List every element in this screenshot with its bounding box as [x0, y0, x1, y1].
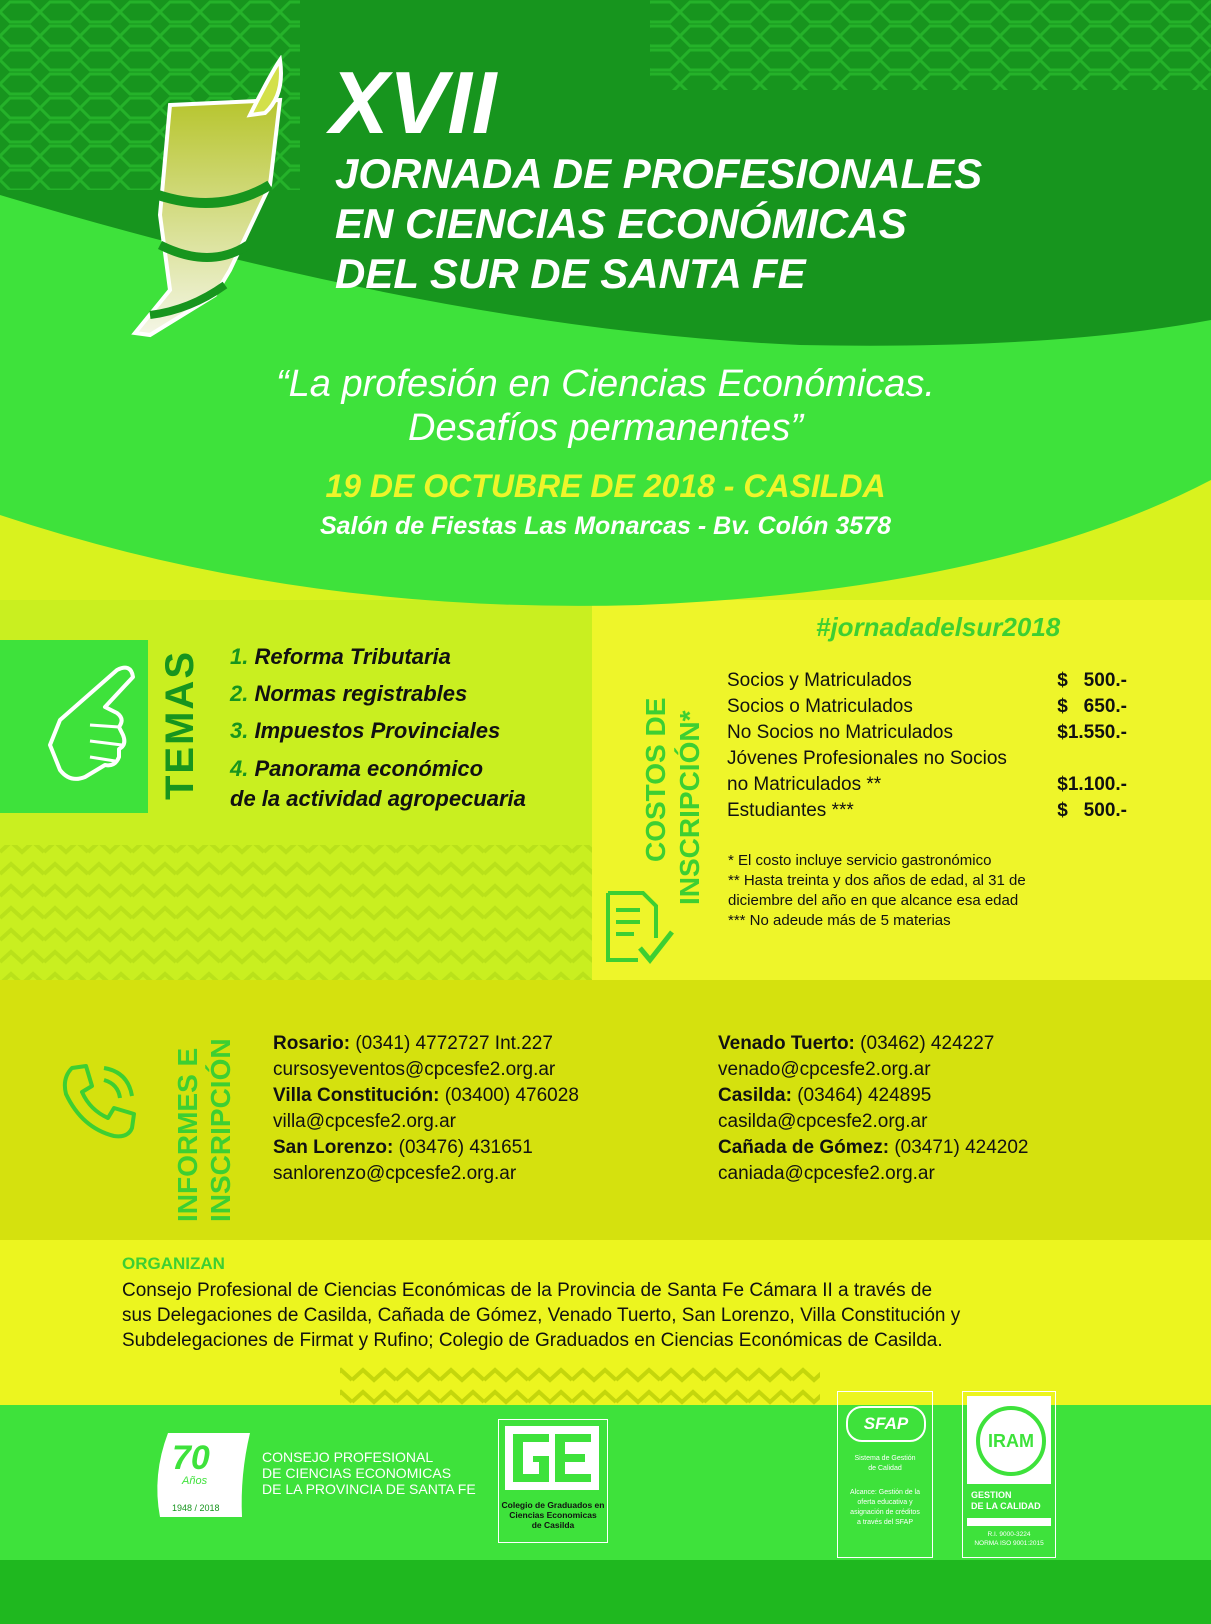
contact-venado: Venado Tuerto: (03462) 424227: [718, 1033, 995, 1054]
costo-row: Jóvenes Profesionales no Socios: [727, 748, 1007, 769]
iram-cert: [963, 1530, 1055, 1548]
torch-icon: [130, 55, 290, 345]
event-venue: Salón de Fiestas Las Monarcas - Bv. Colón 3578: [319, 512, 892, 540]
iram-bar: [967, 1518, 1051, 1526]
colegio-mark: [505, 1426, 599, 1490]
contact-sanlorenzo: San Lorenzo: (03476) 431651: [273, 1137, 533, 1158]
colegio-text: [499, 1500, 607, 1530]
phone-icon: [58, 1060, 140, 1142]
costos-star: *: [674, 710, 705, 722]
iram-line-1: GESTION: [971, 1490, 1012, 1500]
note-4: *** No adeude más de 5 materias: [728, 912, 951, 929]
tema-item-1: 1. Reforma Tributaria: [230, 644, 451, 669]
note-1: * El costo incluye servicio gastronómico: [728, 852, 992, 869]
organizan-text: [122, 1278, 960, 1353]
costos-heading-2: INSCRIPCIÓN*: [674, 710, 705, 905]
organizan-heading: ORGANIZAN: [122, 1254, 225, 1273]
title-line-1: JORNADA DE PROFESIONALES: [335, 150, 983, 197]
colegio-line-1: Colegio de Graduados en: [501, 1500, 605, 1510]
email-canada[interactable]: caniada@cpcesfe2.org.ar: [718, 1163, 935, 1184]
pointing-hand-icon: [45, 665, 140, 785]
tema-item-2: 2. Normas registrables: [230, 681, 468, 706]
contact-canada: Cañada de Gómez: (03471) 424202: [718, 1137, 1029, 1158]
costo-row: no Matriculados ** $1.100.-: [727, 774, 1127, 795]
contact-villa: Villa Constitución: (03400) 476028: [273, 1085, 579, 1106]
costo-row: Socios y Matriculados $ 500.-: [727, 670, 1127, 691]
consejo-line-1: CONSEJO PROFESIONAL: [262, 1449, 434, 1465]
email-sanlorenzo[interactable]: sanlorenzo@cpcesfe2.org.ar: [273, 1163, 517, 1184]
organizan-line-3: Subdelegaciones de Firmat y Rufino; Colegio de Graduados en Ciencias Económicas de Casilda.: [122, 1330, 943, 1351]
contact-list-right: [718, 1031, 1029, 1187]
organizan-line-1: Consejo Profesional de Ciencias Económicas de la Provincia de Santa Fe Cámara II a través de: [122, 1280, 933, 1301]
iram-logo: [962, 1391, 1056, 1558]
email-casilda[interactable]: casilda@cpcesfe2.org.ar: [718, 1111, 928, 1132]
tema-item-4: 4. Panorama económico: [230, 756, 484, 781]
consejo-anos: Años: [182, 1475, 208, 1487]
consejo-years: 1948 / 2018: [172, 1503, 220, 1513]
costo-row: No Socios no Matriculados $1.550.-: [727, 722, 1127, 743]
costos-heading-1: COSTOS DE: [640, 697, 671, 862]
sfap-logo: [837, 1391, 933, 1558]
tema-item-3: 3. Impuestos Provinciales: [230, 718, 501, 743]
consejo-70-mark: 70: [172, 1439, 210, 1477]
costos-notes: [728, 851, 1026, 931]
email-rosario[interactable]: cursosyeventos@cpcesfe2.org.ar: [273, 1059, 556, 1080]
tema-item-4-cont: de la actividad agropecuaria: [230, 786, 526, 811]
sfap-alcance: [838, 1488, 932, 1528]
temas-heading: TEMAS: [158, 650, 202, 800]
colegio-logo: [498, 1419, 608, 1543]
checklist-icon: [598, 888, 680, 970]
costo-row: Estudiantes *** $ 500.-: [727, 800, 1127, 821]
organizan-line-2: sus Delegaciones de Casilda, Cañada de Gómez, Venado Tuerto, San Lorenzo, Villa Constitución y: [122, 1305, 961, 1326]
consejo-line-2: DE CIENCIAS ECONOMICAS: [262, 1465, 452, 1481]
title-line-3: DEL SUR DE SANTA FE: [335, 250, 806, 297]
edition-number: XVII: [330, 53, 497, 152]
consejo-line-3: DE LA PROVINCIA DE SANTA FE: [262, 1481, 476, 1497]
hashtag: #jornadadelsur2018: [816, 612, 1061, 642]
contact-rosario: Rosario: (0341) 4772727 Int.227: [273, 1033, 553, 1054]
colegio-line-2: Ciencias Economicas: [509, 1510, 597, 1520]
slogan-line-2: Desafíos permanentes”: [408, 407, 803, 449]
sfap-alcance-2: oferta educativa y: [857, 1499, 913, 1506]
sfap-line-2: de Calidad: [868, 1465, 902, 1472]
consejo-70-logo: [150, 1425, 255, 1525]
sfap-line-1: Sistema de Gestión: [854, 1455, 916, 1462]
slogan-line-1: “La profesión en Ciencias Económicas.: [275, 363, 935, 405]
sfap-alcance-4: a través del SFAP: [856, 1519, 914, 1526]
email-venado[interactable]: venado@cpcesfe2.org.ar: [718, 1059, 931, 1080]
title-line-2: EN CIENCIAS ECONÓMICAS: [335, 200, 907, 247]
informes-heading-2: INSCRIPCIÓN: [205, 1038, 236, 1222]
contact-list-left: [273, 1031, 579, 1187]
sfap-mark: SFAP: [846, 1406, 926, 1442]
iram-text: [971, 1490, 1041, 1512]
sfap-text: [838, 1454, 932, 1474]
email-villa[interactable]: villa@cpcesfe2.org.ar: [273, 1111, 456, 1132]
informes-heading-1: INFORMES E: [172, 1047, 203, 1222]
iram-cert-2: NORMA ISO 9001:2015: [974, 1540, 1044, 1547]
iram-line-2: DE LA CALIDAD: [971, 1501, 1041, 1511]
note-3: diciembre del año en que alcance esa edad: [728, 892, 1019, 909]
contact-casilda: Casilda: (03464) 424895: [718, 1085, 932, 1106]
sfap-alcance-3: asignación de créditos: [850, 1509, 920, 1516]
iram-cert-1: R.I. 9000-3224: [987, 1531, 1031, 1538]
costo-row: Socios o Matriculados $ 650.-: [727, 696, 1127, 717]
note-2: ** Hasta treinta y dos años de edad, al 31 de: [728, 872, 1026, 889]
sfap-alcance-1: Alcance: Gestión de la: [849, 1489, 921, 1496]
colegio-line-3: de Casilda: [531, 1520, 575, 1530]
consejo-name: [262, 1449, 476, 1497]
iram-mark: IRAM: [976, 1406, 1046, 1476]
event-date: 19 DE OCTUBRE DE 2018 - CASILDA: [325, 468, 886, 504]
